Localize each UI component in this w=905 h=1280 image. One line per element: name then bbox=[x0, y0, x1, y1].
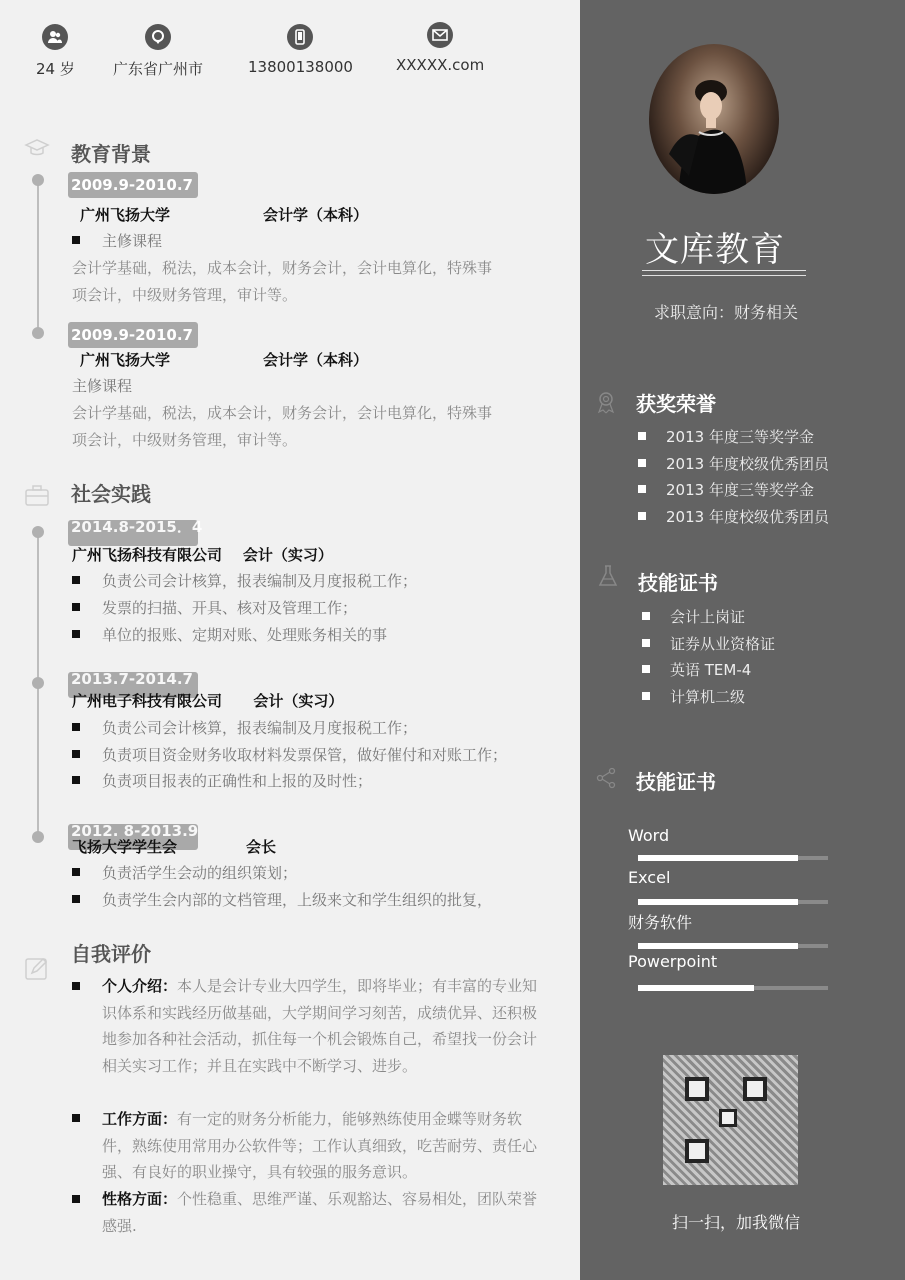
briefcase-icon bbox=[24, 482, 50, 508]
cert-item: 计算机二级 bbox=[642, 686, 745, 707]
timeline-dot bbox=[32, 174, 44, 186]
info-phone bbox=[248, 24, 353, 76]
age-text: 24 岁 bbox=[36, 60, 75, 78]
info-email bbox=[396, 22, 484, 74]
skill-label-word: Word bbox=[628, 826, 670, 845]
skill-label-powerpoint: Powerpoint bbox=[628, 952, 718, 971]
practice-date-3: 2012. 8-2013.9 bbox=[68, 824, 198, 850]
education-major-1: 会计学（本科） bbox=[263, 206, 369, 224]
practice-item: 发票的扫描、开具、核对及管理工作； bbox=[72, 597, 357, 618]
practice-date-2: 2013.7-2014.7 bbox=[68, 672, 198, 698]
candidate-name: 文库教育 bbox=[645, 230, 785, 270]
award-item: 2013 年度三等奖学金 bbox=[638, 426, 814, 447]
education-date-2: 2009.9-2010.7 bbox=[68, 322, 198, 348]
avatar bbox=[649, 44, 779, 194]
education-courses-1a: 会计学基础，税法，成本会计，财务会计，会计电算化，特殊事 bbox=[72, 259, 493, 277]
qr-caption: 扫一扫，加我微信 bbox=[672, 1213, 801, 1232]
skill-fill bbox=[638, 943, 798, 949]
practice-org-2: 广州电子科技有限公司 会计（实习） bbox=[72, 692, 344, 710]
self-eval-work: 工作方面：有一定的财务分析能力，能够熟练使用金蝶等财务软件，熟练使用常用办公软件等；工作认真细致，吃苦耐劳、责任心强、有良好的职业操守，具有较强的服务意识。 bbox=[102, 1110, 538, 1181]
bullet-square bbox=[72, 1114, 80, 1122]
skill-fill bbox=[638, 899, 798, 905]
pencil-note-icon bbox=[24, 955, 50, 981]
skill-bar-word bbox=[638, 856, 828, 860]
education-courses-2a: 会计学基础，税法，成本会计，财务会计，会计电算化，特殊事 bbox=[72, 404, 493, 422]
practice-item: 单位的报账、定期对账、处理账务相关的事 bbox=[72, 624, 387, 645]
practice-item: 负责学生会内部的文档管理，上级来文和学生组织的批复， bbox=[72, 889, 492, 910]
education-title: 教育背景 bbox=[71, 142, 151, 166]
certs-title: 技能证书 bbox=[638, 571, 718, 595]
practice-role-3: 会长 bbox=[246, 838, 277, 856]
skill-label-excel: Excel bbox=[628, 868, 671, 887]
timeline-dot bbox=[32, 677, 44, 689]
practice-title: 社会实践 bbox=[71, 482, 151, 506]
self-eval-intro: 个人介绍：本人是会计专业大四学生，即将毕业；有丰富的专业知识体系和实践经历做基础，大学期间学习刻苦，成绩优异、还积极地参加各种社会活动，抓住每一个机会锻炼自己，希望找一份会计相关实习工作；并且在实践中不断学习、进步。 bbox=[102, 977, 538, 1075]
medal-icon bbox=[594, 390, 618, 414]
practice-item: 负责项目报表的正确性和上报的及时性； bbox=[72, 770, 372, 791]
award-item: 2013 年度校级优秀团员 bbox=[638, 453, 829, 474]
award-item: 2013 年度三等奖学金 bbox=[638, 479, 814, 500]
email-text[interactable]: XXXXX.com bbox=[396, 56, 485, 74]
bullet-square bbox=[72, 1195, 80, 1203]
education-course-title-1: 主修课程 bbox=[72, 230, 162, 251]
skills-title: 技能证书 bbox=[636, 770, 716, 794]
practice-item: 负责公司会计核算，报表编制及月度报税工作； bbox=[72, 570, 417, 591]
self-eval-personality: 性格方面：个性稳重、思维严谨、乐观豁达、容易相处，团队荣誉感强. bbox=[102, 1190, 538, 1235]
phone-icon bbox=[287, 24, 313, 50]
practice-date-1: 2014.8-2015．4 bbox=[68, 520, 198, 546]
location-text: 广东省广州市 bbox=[113, 60, 204, 78]
practice-item: 负责公司会计核算，报表编制及月度报税工作； bbox=[72, 717, 417, 738]
cert-item: 会计上岗证 bbox=[642, 606, 745, 627]
skill-bar-excel bbox=[638, 900, 828, 904]
flask-icon bbox=[596, 564, 620, 588]
qr-code bbox=[663, 1055, 798, 1185]
bullet-square bbox=[72, 982, 80, 990]
timeline-dot bbox=[32, 831, 44, 843]
right-panel bbox=[580, 0, 905, 1280]
skill-fill bbox=[638, 855, 798, 861]
award-item: 2013 年度校级优秀团员 bbox=[638, 506, 829, 527]
practice-item: 负责项目资金财务收取材料发票保管，做好催付和对账工作； bbox=[72, 744, 507, 765]
education-school-1: 广州飞扬大学 bbox=[80, 206, 171, 224]
share-icon bbox=[594, 766, 618, 790]
info-location bbox=[113, 24, 203, 79]
timeline-dot bbox=[32, 327, 44, 339]
name-divider bbox=[642, 275, 806, 276]
timeline-dot bbox=[32, 526, 44, 538]
phone-text[interactable]: 13800138000 bbox=[248, 58, 353, 76]
info-age bbox=[36, 24, 75, 79]
cert-item: 英语 TEM-4 bbox=[642, 659, 751, 680]
self-eval-title: 自我评价 bbox=[71, 942, 151, 966]
education-timeline bbox=[37, 180, 39, 335]
education-school-2: 广州飞扬大学 bbox=[80, 351, 171, 369]
skill-bar-powerpoint bbox=[638, 986, 828, 990]
education-courses-2b: 项会计，中级财务管理，审计等。 bbox=[72, 431, 298, 449]
skill-label-finance-software: 财务软件 bbox=[628, 913, 693, 932]
graduation-cap-icon bbox=[24, 135, 50, 161]
user-icon bbox=[42, 24, 68, 50]
skill-fill bbox=[638, 985, 754, 991]
practice-org-3: 飞扬大学学生会 bbox=[72, 838, 178, 856]
practice-item: 负责活学生会动的组织策划； bbox=[72, 862, 297, 883]
awards-title: 获奖荣誉 bbox=[636, 392, 716, 416]
job-intent: 求职意向：财务相关 bbox=[654, 303, 799, 322]
skill-bar-finance-software bbox=[638, 944, 828, 948]
practice-org-1: 广州飞扬科技有限公司 会计（实习） bbox=[72, 546, 333, 564]
mail-icon bbox=[427, 22, 453, 48]
education-date-1: 2009.9-2010.7 bbox=[68, 172, 198, 198]
location-pin-icon bbox=[145, 24, 171, 50]
cert-item: 证券从业资格证 bbox=[642, 633, 775, 654]
name-divider bbox=[642, 270, 806, 271]
education-course-title-2: 主修课程 bbox=[72, 377, 133, 395]
education-major-2: 会计学（本科） bbox=[263, 351, 369, 369]
education-courses-1b: 项会计，中级财务管理，审计等。 bbox=[72, 286, 298, 304]
